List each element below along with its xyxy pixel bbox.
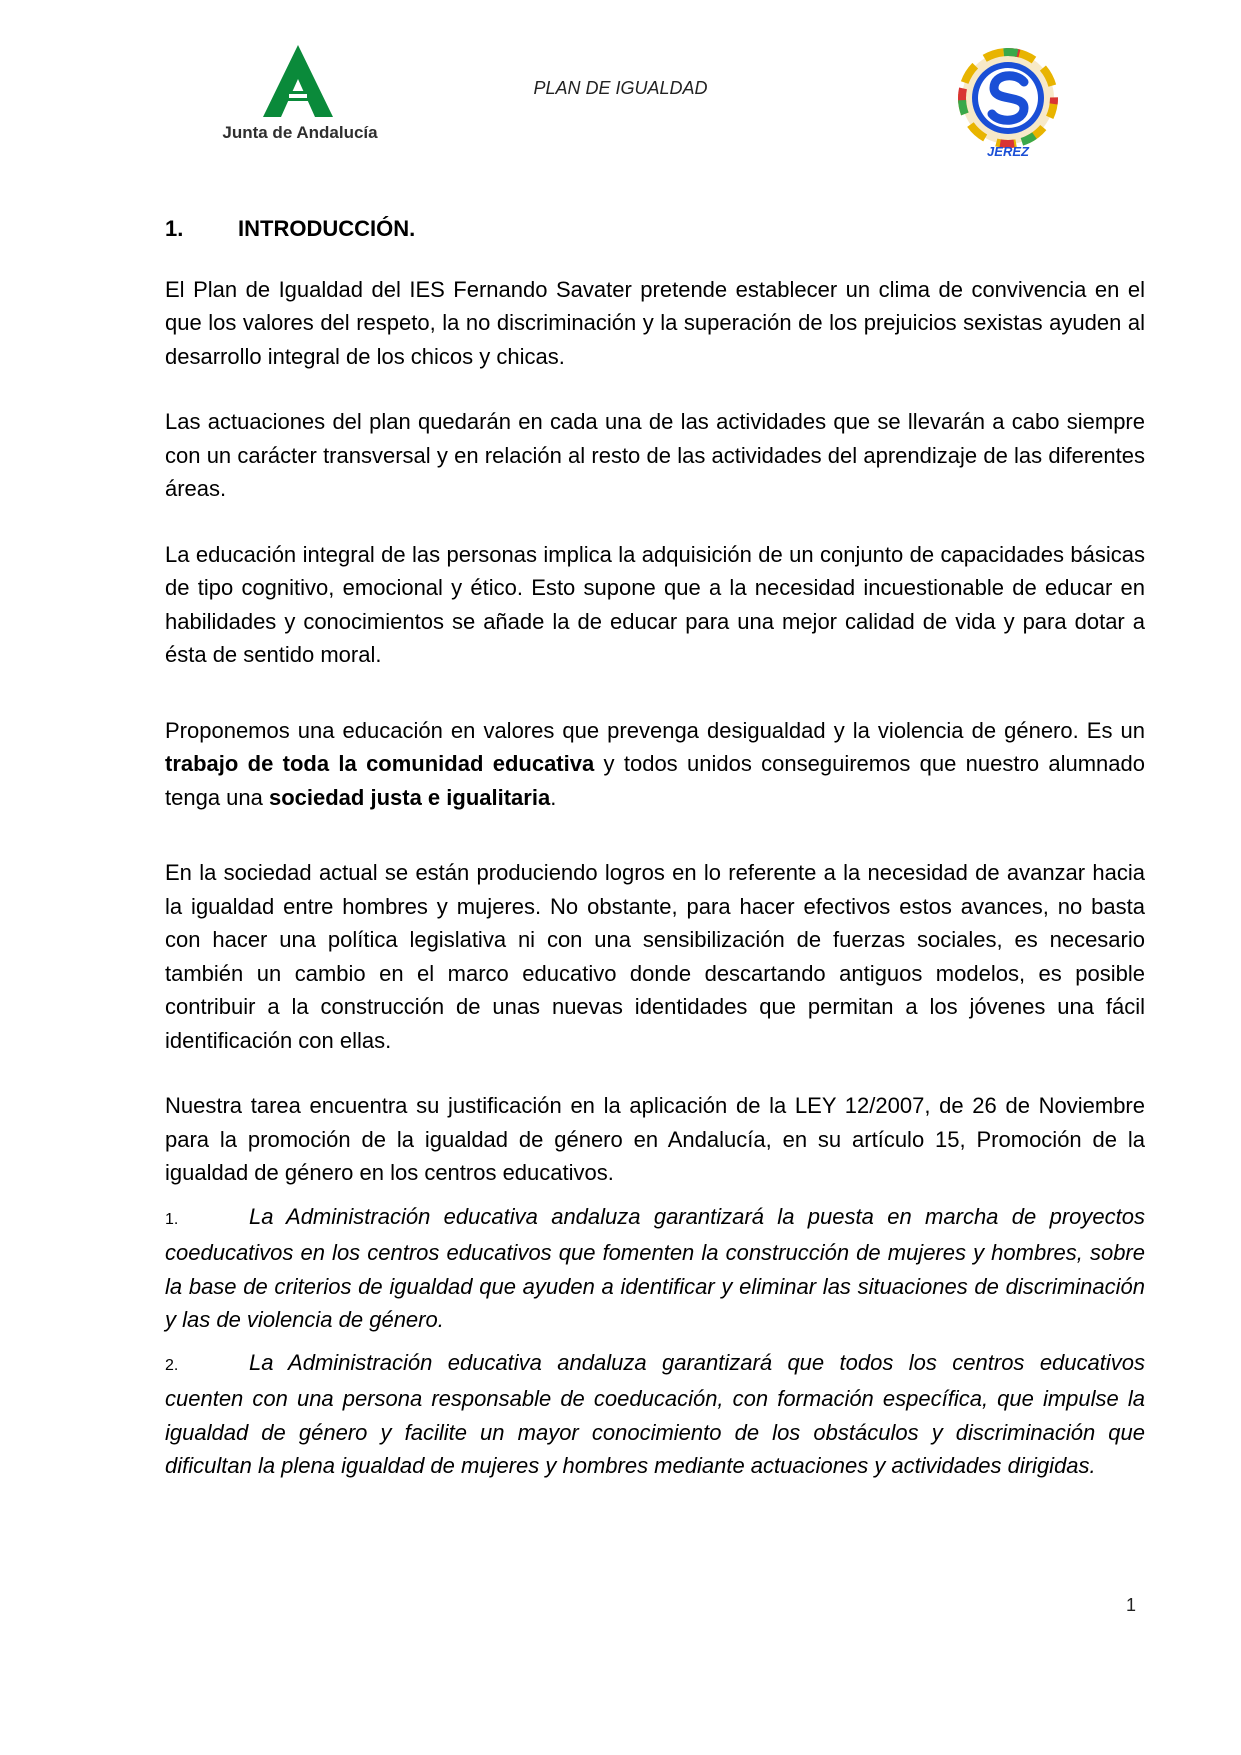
paragraph-4-bold-a: trabajo de toda la comunidad educativa (165, 751, 595, 776)
law-item-1 (165, 1200, 1145, 1337)
paragraph-5: En la sociedad actual se están produciendo logros en lo referente a la necesidad de avanzar hacia la igualdad entre hombres y mujeres. No obstante, para hacer efectivos estos avances, no basta con hacer una política legislativa ni con una sensibilización de fuerzas sociales, es necesario también un cambio en el marco educativo donde descartando antiguos modelos, es posible contribuir a la construcción de unas nuevas identidades que permitan a los jóvenes una fácil identificación con ellas. (165, 860, 1145, 1053)
header-title: PLAN DE IGUALDAD (533, 78, 708, 98)
law-item-2 (165, 1346, 1145, 1483)
paragraph-4 (165, 714, 1145, 815)
paragraph-6: Nuestra tarea encuentra su justificación en la aplicación de la LEY 12/2007, de 26 de Noviembre para la promoción de la igualdad de género en Andalucía, en su artículo 15, Promoción de la igualdad de género en los centros educativos. (165, 1093, 1145, 1185)
junta-logo-text: Junta de Andalucía (222, 123, 378, 142)
law-item-text: La Administración educativa andaluza garantizará la puesta en marcha de proyectos coeducativos en los centros educativos que fomenten la construcción de mujeres y hombres, sobre la base de criterios de igualdad que ayuden a identificar y eliminar las situaciones de discriminación y las de violencia de género. (165, 1203, 1145, 1332)
svg-text:JEREZ: JEREZ (987, 144, 1029, 158)
paragraph-4-text-a: Proponemos una educación en valores que prevenga desigualdad y la violencia de género. Es un (165, 717, 1145, 743)
law-item-text: La Administración educativa andaluza garantizará que todos los centros educativos cuenten con una persona responsable de coeducación, con formación específica, que impulse la igualdad de género y facilite un mayor conocimiento de los obstáculos y discriminación que dificultan la plena igualdad de mujeres y hombres mediante actuaciones y actividades dirigidas. (165, 1349, 1145, 1478)
law-item-number: 2. (165, 1356, 179, 1374)
paragraph-3: La educación integral de las personas implica la adquisición de un conjunto de capacidades básicas de tipo cognitivo, emocional y ético. Esto supone que a la necesidad incuestionable de educar en habilidades y conocimientos se añade la de educar para una mejor calidad de vida y para dotar a ésta de sentido moral. (165, 541, 1145, 667)
section-title: INTRODUCCIÓN. (238, 216, 416, 241)
school-seal-icon (958, 48, 1058, 158)
section-number: 1. (165, 216, 184, 241)
paragraph-2: Las actuaciones del plan quedarán en cada una de las actividades que se llevarán a cabo siempre con un carácter transversal y en relación al resto de las actividades del aprendizaje de las diferentes áreas. (165, 409, 1145, 501)
law-item-number: 1. (165, 1210, 179, 1228)
ies-fernando-savater-logo (958, 48, 1058, 158)
paragraph-4-text-b: y todos unidos conseguiremos que nuestro alumnado tenga una (165, 751, 1145, 810)
section-heading (165, 212, 1145, 246)
paragraph-4-bold-b: sociedad justa e igualitaria (268, 784, 551, 810)
document-body (165, 212, 1145, 1492)
page-number: 1 (1126, 1595, 1137, 1615)
paragraph-4-text-c: . (550, 784, 557, 810)
paragraph-1: El Plan de Igualdad del IES Fernando Savater pretende establecer un clima de convivencia en el que los valores del respeto, la no discriminación y la superación de los prejuicios sexistas ayuden al desarrollo integral de los chicos y chicas. (165, 276, 1145, 369)
